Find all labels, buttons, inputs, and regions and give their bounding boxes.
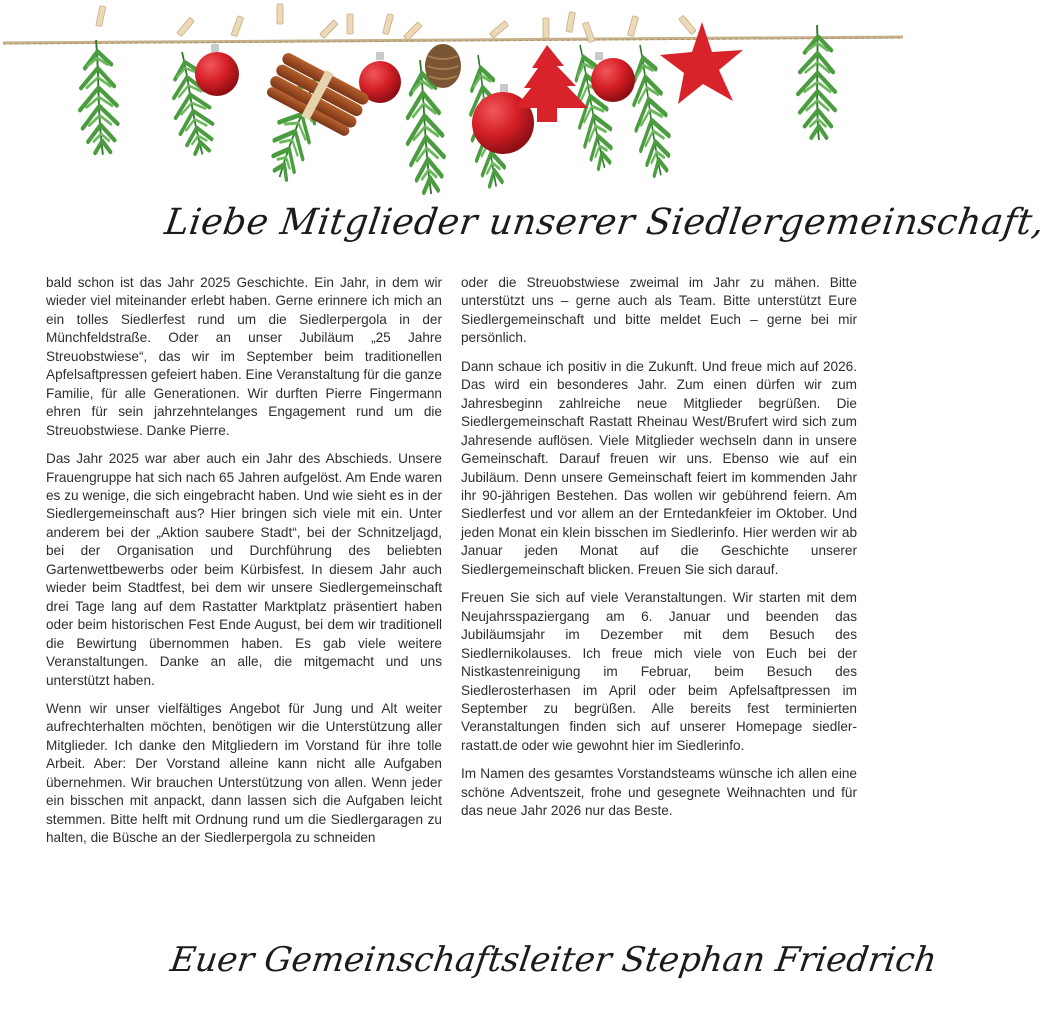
signature: Euer Gemeinschaftsleiter Stephan Friedrich (167, 940, 940, 980)
twine-line (3, 37, 903, 43)
red-bauble-icon (591, 52, 635, 102)
felt-star-icon (660, 22, 743, 104)
paragraph: Dann schaue ich positiv in die Zukunft. Und freue mich auf 2026. Das wird ein besonderes Jahr. Zum einen dürfen wir zum Jahresbeginn zahlreiche neue Mitglieder begrüßen. Die Siedlergemeinschaft Rastatt Rheinau West/Brufert wird sich zum Jahresende auflösen. Viele Mitglieder wechseln dann in unsere Gemeinschaft. Darauf freuen wir uns. Ebenso wie auf ein Jubiläum. Denn unsere Gemeinschaft feiert im kommenden Jahr ihr 90-jährigen Bestehen. Das wollen wir gebührend feiern. Am Siedlerfest und vor allem an der Erntedankfeier im Oktober. Und jeden Monat ein klein bisschen im Siedlerinfo. Hier werden wir ab Januar jeden Monat auf die Geschichte unserer Siedlergemeinschaft blicken. Freuen Sie sich darauf. (461, 358, 857, 577)
greeting-heading: Liebe Mitglieder unserer Siedlergemeinschaft, (162, 202, 1048, 243)
paragraph: bald schon ist das Jahr 2025 Geschichte. Ein Jahr, in dem wir wieder viel miteinander erlebt haben. Gerne erinnere ich mich an ein tolles Siedlerfest rund um die Siedlerpergola in der Münchfeldstraße. Oder an unser Jubiläum „25 Jahre Streuobstwiese“, das wir im September beim traditionellen Apfelsaftpressen gefeiert haben. Eine Veranstaltung für die ganze Familie, für alle Generationen. Wir durften Pierre Fingermann ehren für sein jahrzehntelanges Engagement rund um die Streuobstwiese. Danke Pierre. (46, 275, 442, 438)
letter-column-right (461, 274, 857, 831)
paragraph: oder die Streuobstwiese zweimal im Jahr zu mähen. Bitte unterstützt uns – gerne auch als Team. Bitte unterstützt Eure Siedlergemeinschaft und bitte meldet Euch – gerne bei mir persönlich. (461, 275, 857, 346)
paragraph: Im Namen des gesamtes Vorstandsteams wünsche ich allen eine schöne Adventszeit, frohe und gesegnete Weihnachten und für das neue Jahr 2026 nur das Beste. (461, 766, 857, 819)
letter-column-left (46, 274, 442, 858)
red-bauble-icon (195, 44, 239, 96)
paragraph: Wenn wir unser vielfältiges Angebot für Jung und Alt weiter aufrechterhalten möchten, benötigen wir die Unterstützung aller Mitglieder. Ich danke den Mitgliedern im Vorstand für ihre tolle Arbeit. Aber: Der Vorstand alleine kann nicht alle Aufgaben übernehmen. Wir brauchen Unterstützung von allen. Wenn jeder ein bisschen mit anpackt, dann lassen sich die Aufgaben leicht stemmen. Bitte helft mit Ordnung rund um die Siedlergaragen zu halten, die Büsche an der Siedlerpergola zu schneiden (46, 700, 442, 846)
cedar-sprig-icon (798, 25, 835, 140)
paragraph: Das Jahr 2025 war aber auch ein Jahr des Abschieds. Unsere Frauengruppe hat sich nach 65 Jahren aufgelöst. Am Ende waren es zu wenige, die sich eingebracht haben. Und wie sieht es in der Siedlergemeinschaft aus? Hier bringen sich viele mit ein. Unter anderem bei der „Aktion saubere Stadt“, bei der Schnitzeljagd, bei der Organisation und Durchführung des beliebten Gartenwettbewerbs oder beim Kürbisfest. In diesem Jahr auch wieder beim Stadtfest, bei dem wir unsere Siedlergemeinschaft drei Tage lang auf dem Rastatter Marktplatz präsentiert haben oder beim historischen Fest Ende August, bei dem wir traditionell die Bewirtung übernommen haben. Es gab viele weitere Veranstaltungen. Danke an alle, die mitgemacht und uns unterstützt haben. (46, 451, 442, 688)
cinnamon-sticks-icon (262, 49, 371, 140)
cedar-sprig-icon (624, 39, 674, 183)
cedar-sprig-icon (77, 39, 119, 156)
christmas-garland-image (0, 0, 903, 205)
pine-cone-icon (425, 44, 461, 88)
paragraph: Freuen Sie sich auf viele Veranstaltungen. Wir starten mit dem Neujahrsspaziergang am 6. Januar und beenden das Jubiläumsjahr im Dezember mit dem Besuch des Siedlernikolauses. Ich freue mich viele von Euch bei der Nistkastenreinigung im Februar, beim Besuch des Siedlerosterhasen im April oder beim Apfelsaftpressen im September zu begrüßen. Alle bereits fest terminierten Veranstaltungen finden sich auf unserer Homepage siedler-rastatt.de oder wie gewohnt hier im Siedlerinfo. (461, 590, 857, 753)
